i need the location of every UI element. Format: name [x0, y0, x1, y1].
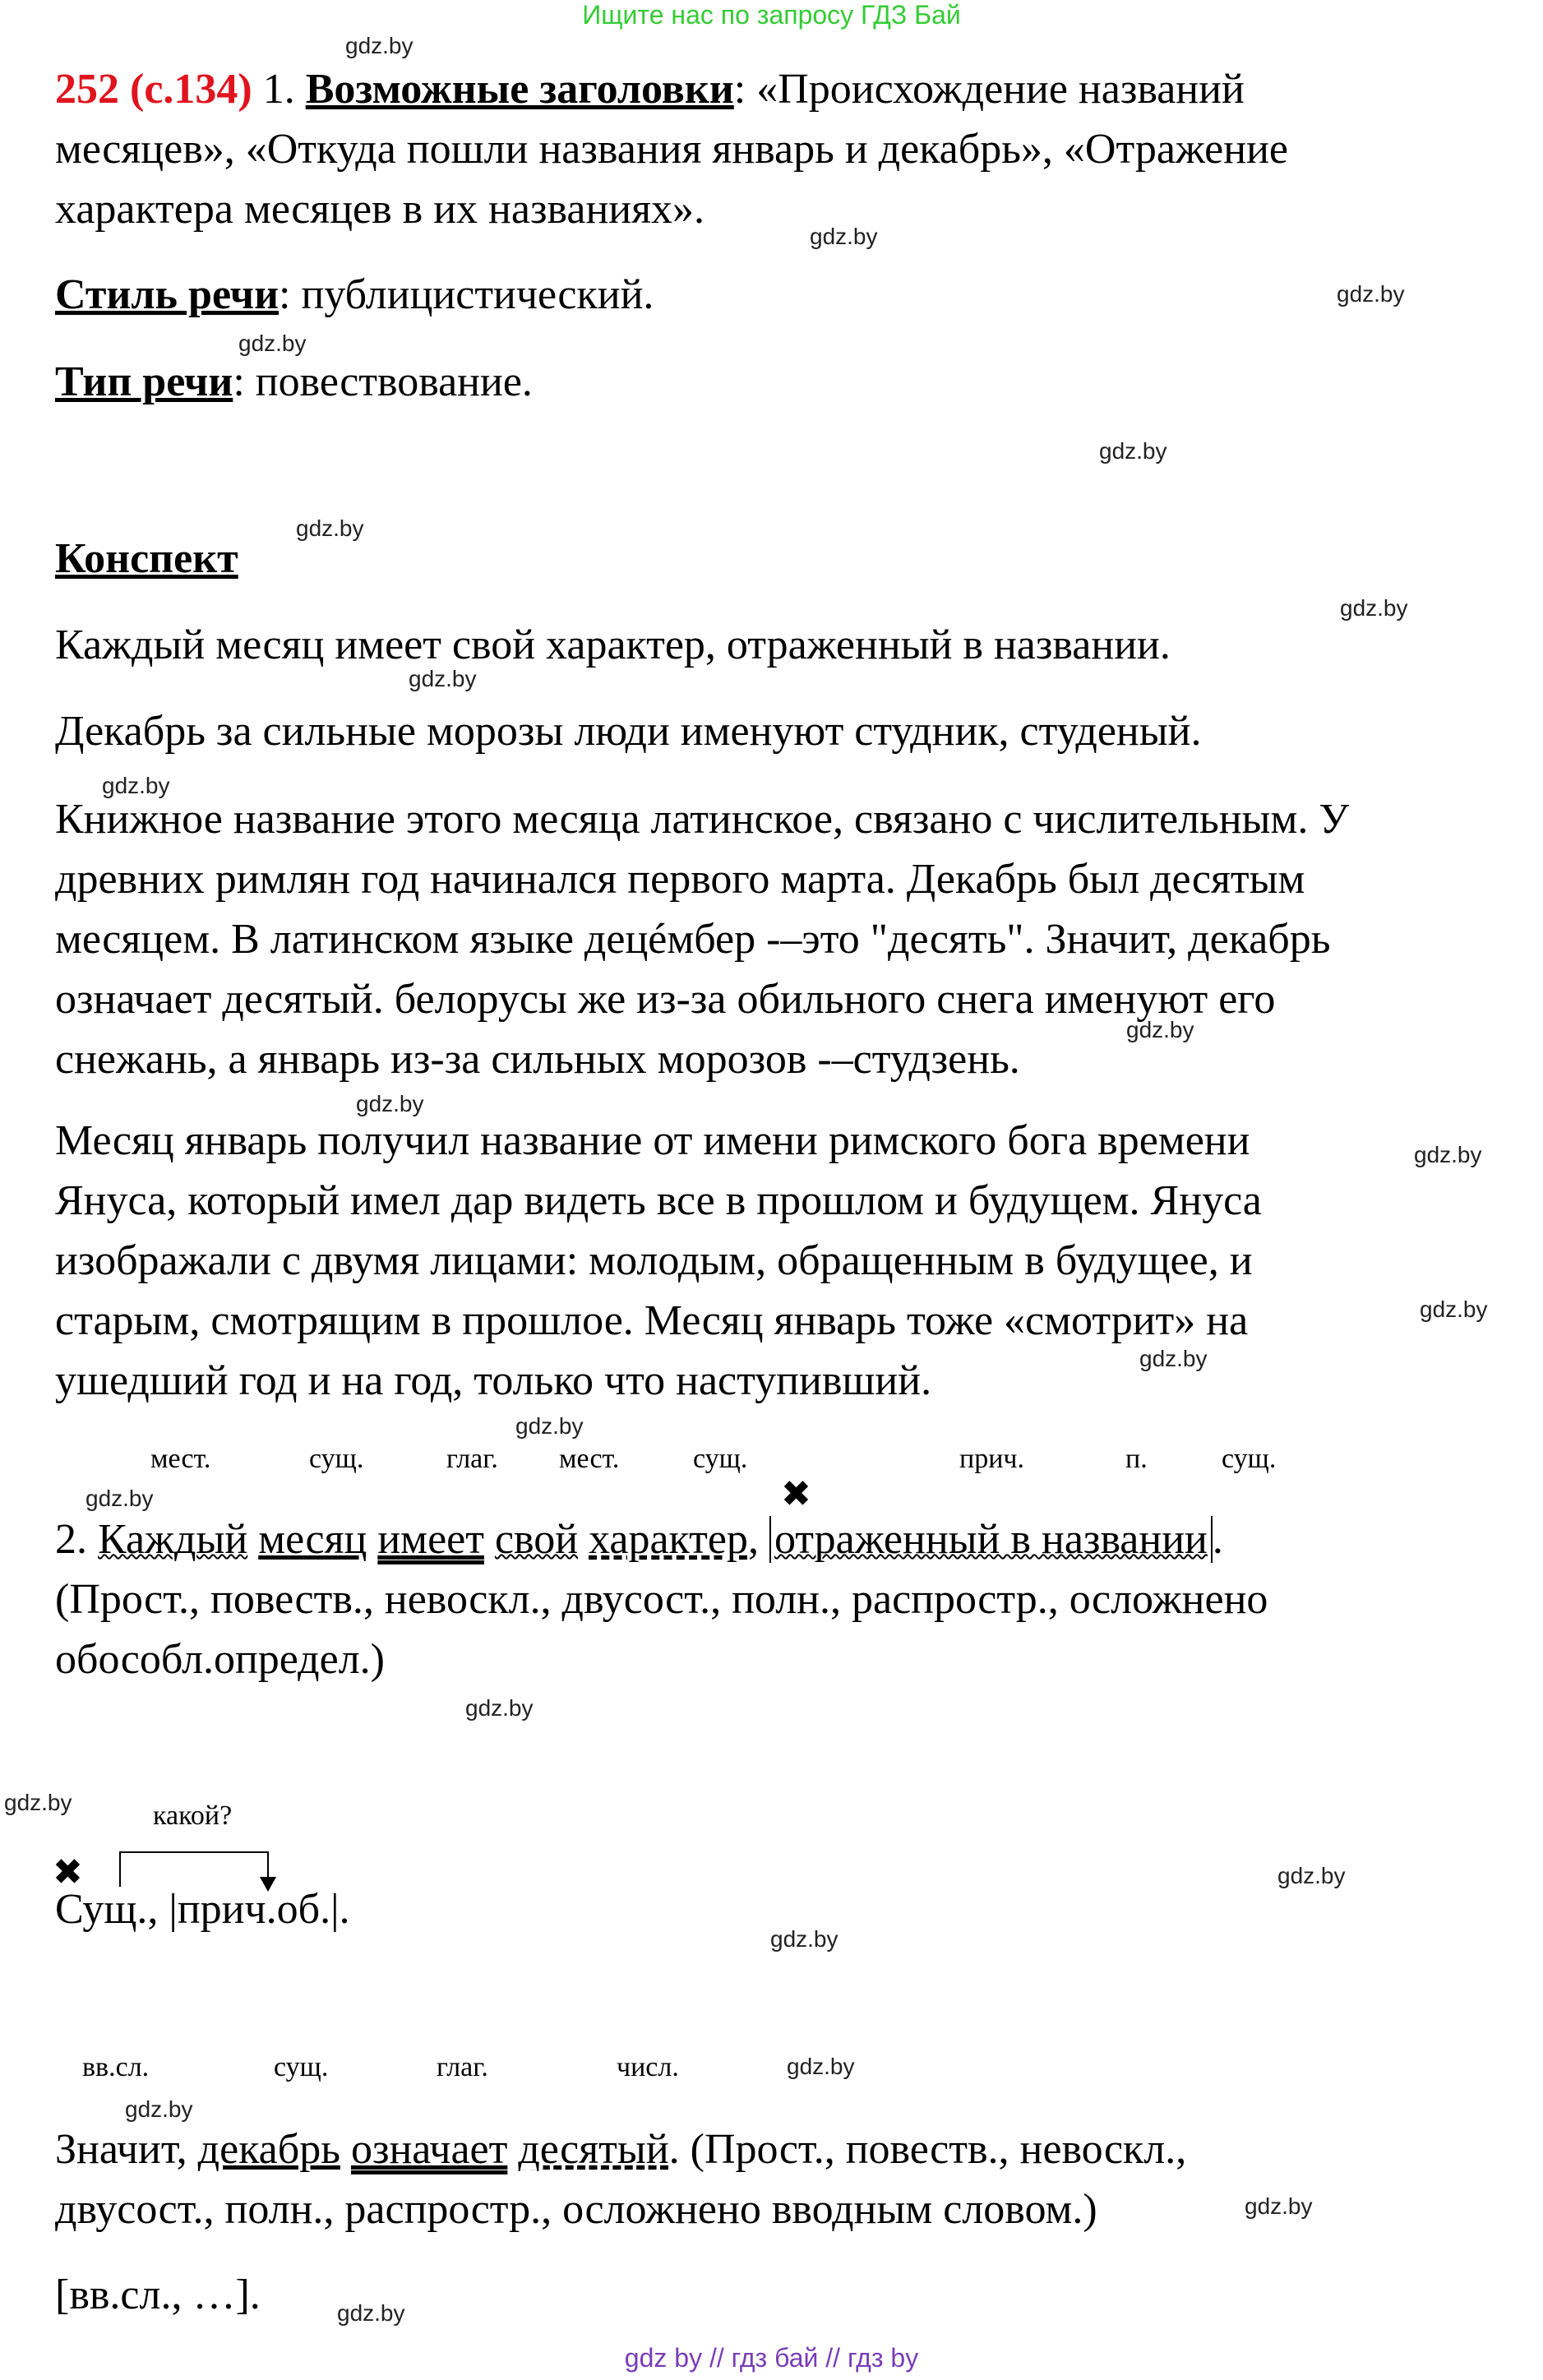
summary-paragraph-3-line: означает десятый. белорусы же из-за обильного снега именуют его — [55, 976, 1276, 1023]
speech-style — [55, 265, 654, 325]
word-attribute: Каждый — [98, 1516, 248, 1563]
sentence-2-description: двусост., полн., распростр., осложнено вводным словом.) — [55, 2186, 1097, 2233]
intro-word: Значит, — [55, 2126, 187, 2173]
watermark: gdz.by — [125, 2096, 193, 2122]
style-value: : публицистический. — [279, 271, 654, 318]
cross-mark-icon: ✖ — [781, 1473, 811, 1515]
watermark: gdz.by — [238, 330, 307, 356]
type-value: : повествование. — [233, 358, 533, 405]
titles-text: : «Происхождение названий — [733, 66, 1245, 113]
question-label: какой? — [153, 1800, 233, 1831]
titles-line-1 — [55, 59, 1245, 119]
item-number: 1. — [262, 66, 295, 113]
sentence-1-description: обособл.определ.) — [55, 1636, 385, 1683]
sentence-1 — [55, 1509, 1223, 1569]
watermark: gdz.by — [1099, 438, 1167, 464]
summary-paragraph-4-line: ушедший год и на год, только что наступивший. — [55, 1357, 932, 1404]
summary-paragraph-4-line: изображали с двумя лицами: молодым, обращенным в будущее, и — [55, 1237, 1253, 1284]
sentence-1-description: (Прост., повеств., невоскл., двусост., полн., распростр., осложнено — [55, 1576, 1268, 1623]
pos-label: мест. — [559, 1444, 620, 1474]
watermark: gdz.by — [787, 2054, 855, 2079]
task-number: 252 (с.134) — [55, 66, 252, 113]
pos-label: мест. — [150, 1444, 211, 1474]
scheme-2: [вв.сл., …]. — [55, 2271, 261, 2318]
summary-paragraph-3-line: снежань, а январь из-за сильных морозов -–студзень. — [55, 1036, 1020, 1083]
pos-label: глаг. — [446, 1444, 498, 1474]
summary-paragraph-1: Каждый месяц имеет свой характер, отраженный в названии. — [55, 622, 1171, 668]
cross-mark-icon: ✖ — [53, 1851, 83, 1893]
summary-paragraph-4-line: Януса, который имел дар видеть все в прошлом и будущем. Януса — [55, 1177, 1262, 1224]
speech-type — [55, 352, 533, 412]
item-number: 2. — [55, 1516, 87, 1563]
watermark: gdz.by — [1126, 1017, 1194, 1042]
sentence-2 — [55, 2119, 1186, 2179]
summary-paragraph-2: Декабрь за сильные морозы люди именуют студник, студеный. — [55, 708, 1202, 755]
type-label: Тип речи — [55, 358, 233, 405]
titles-line-3: характера месяцев в их названиях». — [55, 186, 705, 233]
punct: , — [747, 1516, 759, 1563]
titles-label: Возможные заголовки — [305, 66, 734, 113]
summary-heading: Конспект — [55, 535, 238, 582]
watermark: gdz.by — [345, 33, 413, 58]
word-predicate: означает — [350, 2126, 508, 2173]
style-label: Стиль речи — [55, 271, 279, 318]
watermark: gdz.by — [1420, 1296, 1488, 1322]
punct: . — [1212, 1516, 1223, 1563]
watermark: gdz.by — [1340, 595, 1408, 621]
watermark: gdz.by — [85, 1486, 154, 1511]
pos-label: прич. — [959, 1444, 1024, 1474]
watermark: gdz.by — [1277, 1863, 1346, 1888]
word-subject: месяц — [258, 1516, 367, 1563]
summary-paragraph-3-line: месяцем. В латинском языке децéмбер -–это "десять". Значит, декабрь — [55, 916, 1331, 963]
watermark: gdz.by — [356, 1091, 424, 1116]
summary-paragraph-3-line: Книжное название этого месяца латинское, связано с числительным. У — [55, 796, 1350, 843]
word-object: характер — [589, 1516, 748, 1563]
pos-label: п. — [1125, 1444, 1148, 1474]
titles-line-2: месяцев», «Откуда пошли названия январь и декабрь», «Отражение — [55, 126, 1288, 173]
sentence-2-tail: . (Прост., повеств., невоскл., — [668, 2126, 1187, 2173]
pos-label: сущ. — [309, 1444, 364, 1474]
word-subject: декабрь — [197, 2126, 340, 2173]
pos-label: сущ. — [274, 2052, 329, 2082]
watermark: gdz.by — [1245, 2193, 1313, 2219]
summary-paragraph-4-line: Месяц январь получил название от имени римского бога времени — [55, 1117, 1250, 1164]
participle-phrase: отраженный в названии — [769, 1516, 1213, 1563]
word-object: десятый — [518, 2126, 669, 2173]
pos-label: сущ. — [693, 1444, 748, 1474]
watermark: gdz.by — [296, 515, 364, 541]
watermark: gdz.by — [409, 666, 477, 691]
watermark: gdz.by — [1337, 281, 1405, 307]
pos-label: числ. — [617, 2052, 679, 2082]
pos-label: вв.сл. — [82, 2052, 150, 2082]
summary-paragraph-4-line: старым, смотрящим в прошлое. Месяц январь тоже «смотрит» на — [55, 1297, 1249, 1344]
watermark: gdz.by — [770, 1926, 838, 1952]
watermark: gdz.by — [515, 1413, 584, 1439]
watermark: gdz.by — [1139, 1346, 1208, 1371]
watermark: gdz.by — [1414, 1142, 1482, 1167]
word-attribute: свой — [494, 1516, 579, 1563]
watermark: gdz.by — [337, 2300, 405, 2326]
scheme-1: Сущ., |прич.об.|. — [55, 1886, 350, 1933]
pos-label: сущ. — [1222, 1444, 1277, 1474]
summary-paragraph-3-line: древних римлян год начинался первого марта. Декабрь был десятым — [55, 856, 1305, 903]
watermark: gdz.by — [4, 1790, 72, 1815]
word-predicate: имеет — [377, 1516, 484, 1563]
watermark: gdz.by — [102, 773, 170, 798]
watermark: gdz.by — [465, 1695, 534, 1721]
pos-label: глаг. — [437, 2052, 488, 2082]
top-banner: Ищите нас по запросу ГДЗ Бай — [582, 0, 961, 30]
watermark: gdz.by — [810, 224, 878, 249]
bottom-banner: gdz by // гдз бай // гдз by — [624, 2343, 919, 2373]
